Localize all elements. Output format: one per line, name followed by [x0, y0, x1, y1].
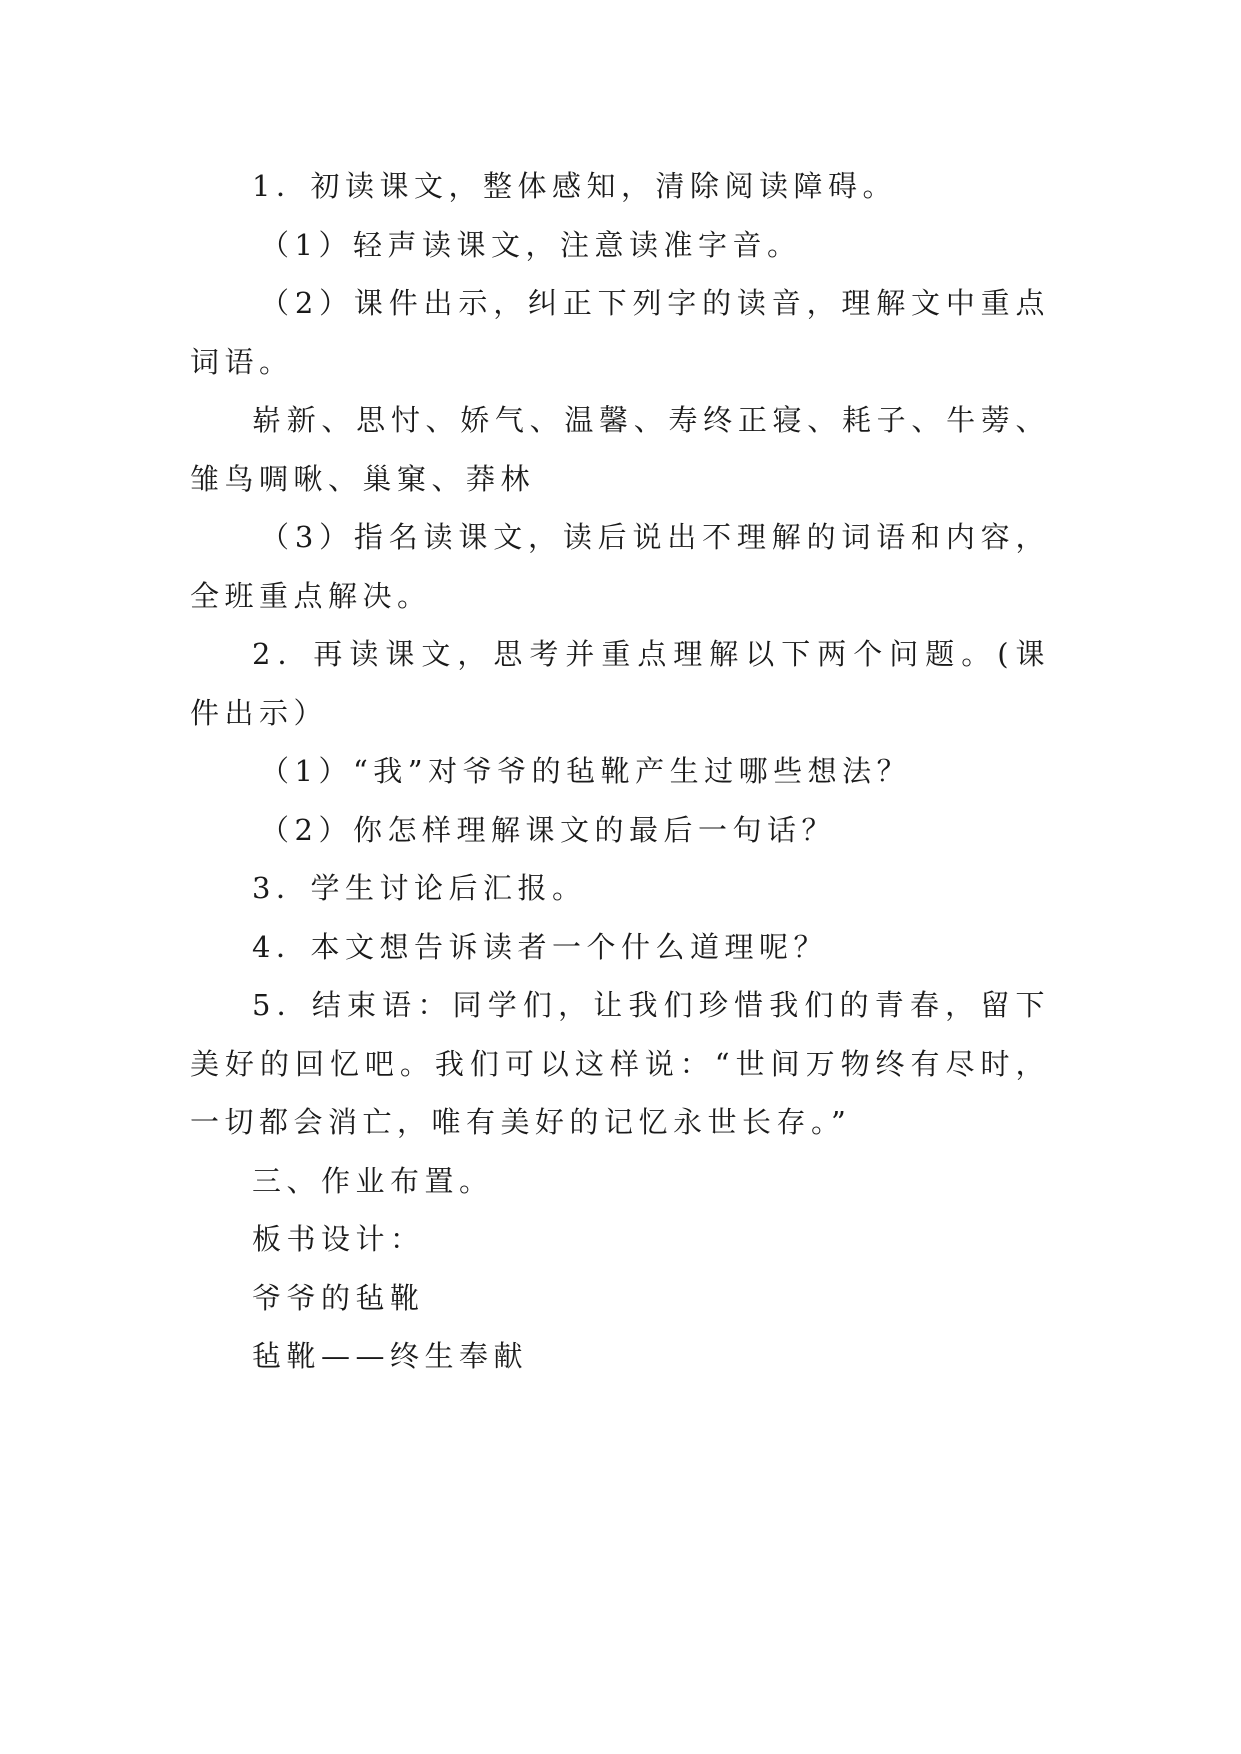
- document-body: [190, 157, 1050, 1386]
- question-2: （2）你怎样理解课文的最后一句话？: [260, 812, 836, 847]
- homework-heading: 三、作业布置。: [252, 1163, 494, 1198]
- step-4-lesson: 4．本文想告诉读者一个什么道理呢？: [252, 929, 828, 964]
- board-design-heading: 板书设计：: [252, 1222, 425, 1256]
- step-2-reread: 2．再读课文，思考并重点理解以下两个问题。(课件出示）: [190, 637, 1050, 730]
- substep-read-aloud: （1）轻声读课文，注意读准字音。: [260, 227, 802, 262]
- step-3-discussion: 3．学生讨论后汇报。: [252, 871, 587, 905]
- vocabulary-list: 崭新、思忖、娇气、温馨、寿终正寝、耗子、牛蒡、雏鸟啁啾、巢窠、莽林: [190, 403, 1050, 496]
- substep-named-reading: （3）指名读课文，读后说出不理解的词语和内容，全班重点解决。: [190, 520, 1050, 613]
- question-1: （1）“我”对爷爷的毡靴产生过哪些想法？: [260, 754, 912, 788]
- board-design-title: 爷爷的毡靴: [252, 1280, 425, 1315]
- board-design-line: 毡靴——终生奉献: [252, 1339, 529, 1373]
- step-5-conclusion: 5．结束语：同学们，让我们珍惜我们的青春，留下美好的回忆吧。我们可以这样说：“世间万物终有尽时，一切都会消亡，唯有美好的记忆永世长存。”: [190, 988, 1050, 1139]
- step-1-first-reading: 1．初读课文，整体感知，清除阅读障碍。: [252, 169, 897, 203]
- substep-correct-pronunciation: （2）课件出示，纠正下列字的读音，理解文中重点词语。: [190, 286, 1050, 379]
